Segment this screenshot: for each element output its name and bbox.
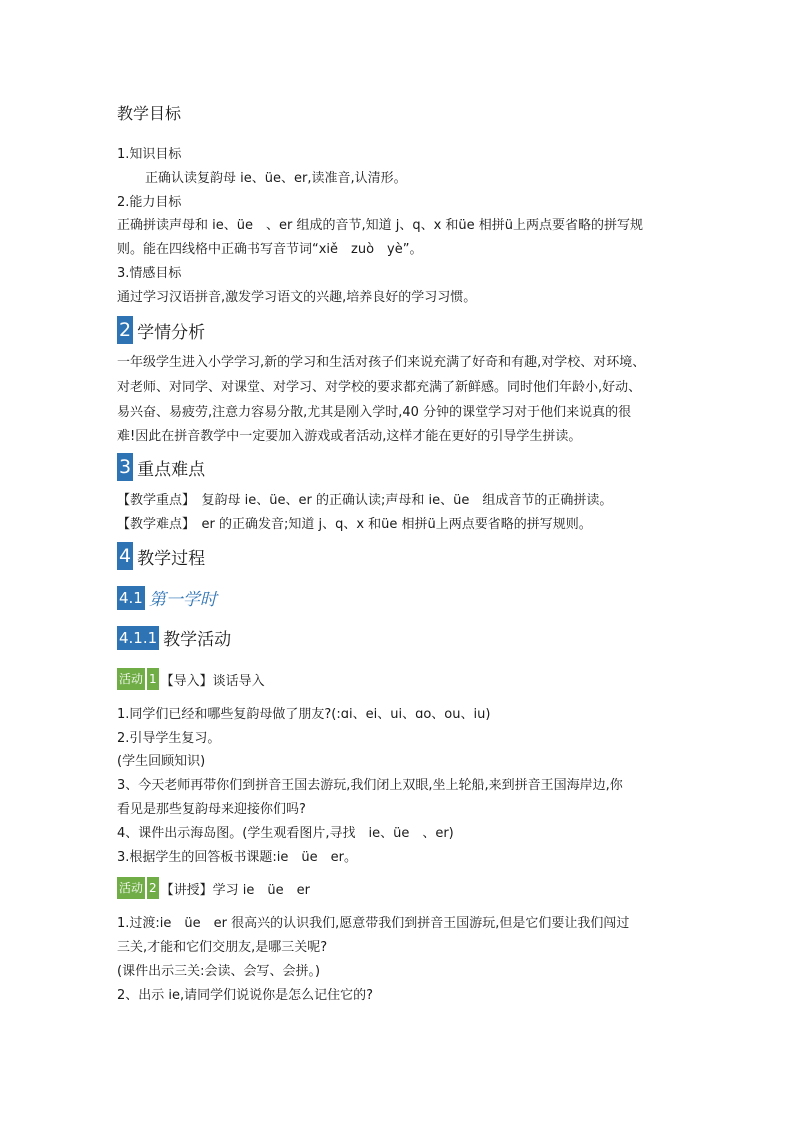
goal-1-title: 1.知识目标 — [117, 147, 182, 162]
goal-2-title: 2.能力目标 — [117, 195, 182, 210]
section-3-heading — [117, 453, 205, 481]
difficult-point: 【教学难点】 er 的正确发音;知道 j、q、x 和üe 相拼ü上两点要省略的拼写规则。 — [117, 517, 592, 532]
section-number: 4.1 — [117, 586, 145, 610]
key-point: 【教学重点】 复韵母 ie、üe、er 的正确认读;声母和 ie、üe 组成音节的正确拼读。 — [117, 493, 613, 508]
section-number: 4.1.1 — [117, 626, 159, 650]
analysis-line-4: 难!因此在拼音教学中一定要加入游戏或者活动,这样才能在更好的引导学生拼读。 — [117, 429, 582, 444]
activity-1-line-1: 1.同学们已经和哪些复韵母做了朋友?(:ɑi、ei、ui、ɑo、ou、iu) — [117, 707, 491, 722]
section-number: 3 — [117, 453, 133, 481]
activity-2-heading — [117, 877, 310, 899]
section-title: 第一学时 — [148, 590, 217, 610]
activity-title: 【讲授】学习 ie üe er — [160, 882, 310, 898]
activity-1-line-5: 看见是那些复韵母来迎接你们吗? — [117, 802, 306, 817]
section-title: 教学活动 — [163, 630, 232, 650]
section-number: 4 — [117, 542, 133, 570]
activity-1-heading — [117, 668, 265, 690]
goal-2-text-line-2: 则。能在四线格中正确书写音节词“xiě zuò yè”。 — [117, 242, 423, 257]
section-title: 重点难点 — [137, 459, 206, 480]
analysis-line-2: 对老师、对同学、对课堂、对学习、对学校的要求都充满了新鲜感。同时他们年龄小,好动、 — [117, 380, 642, 395]
activity-title: 【导入】谈话导入 — [160, 673, 265, 689]
section-4-1-heading — [117, 585, 217, 610]
goal-1-text: 正确认读复韵母 ie、üe、er,读准音,认清形。 — [145, 171, 407, 186]
activity-number: 1 — [147, 668, 159, 690]
activity-1-line-2: 2.引导学生复习。 — [117, 731, 221, 746]
activity-1-line-7: 3.根据学生的回答板书课题:ie üe er。 — [117, 850, 357, 865]
activity-tag: 活动 — [117, 668, 145, 690]
goal-3-text: 通过学习汉语拼音,激发学习语文的兴趣,培养良好的学习习惯。 — [117, 290, 477, 305]
activity-1-line-3: (学生回顾知识) — [117, 754, 206, 769]
activity-2-line-1: 1.过渡:ie üe er 很高兴的认识我们,愿意带我们到拼音王国游玩,但是它们要让我们闯过 — [117, 916, 630, 931]
activity-tag: 活动 — [117, 877, 145, 899]
section-4-1-1-heading — [117, 625, 231, 650]
section-title: 学情分析 — [137, 322, 206, 343]
activity-1-line-4: 3、今天老师再带你们到拼音王国去游玩,我们闭上双眼,坐上轮船,来到拼音王国海岸边,你 — [117, 778, 623, 793]
section-4-heading — [117, 542, 205, 570]
analysis-line-1: 一年级学生进入小学学习,新的学习和生活对孩子们来说充满了好奇和有趣,对学校、对环境、 — [117, 355, 646, 370]
goal-2-text-line-1: 正确拼读声母和 ie、üe 、er 组成的音节,知道 j、q、x 和üe 相拼ü上两点要省略的拼写规 — [117, 218, 644, 233]
activity-1-line-6: 4、课件出示海岛图。(学生观看图片,寻找 ie、üe 、er) — [117, 826, 454, 841]
activity-2-line-2: 三关,才能和它们交朋友,是哪三关呢? — [117, 940, 328, 955]
page-title: 教学目标 — [117, 104, 182, 123]
goal-3-title: 3.情感目标 — [117, 266, 182, 281]
section-title: 教学过程 — [137, 548, 206, 569]
section-number: 2 — [117, 316, 133, 344]
section-2-heading — [117, 316, 205, 344]
activity-2-line-4: 2、出示 ie,请同学们说说你是怎么记住它的? — [117, 988, 374, 1003]
analysis-line-3: 易兴奋、易疲劳,注意力容易分散,尤其是刚入学时,40 分钟的课堂学习对于他们来说真的很 — [117, 405, 632, 420]
activity-2-line-3: (课件出示三关:会读、会写、会拼。) — [117, 964, 321, 979]
activity-number: 2 — [147, 877, 159, 899]
